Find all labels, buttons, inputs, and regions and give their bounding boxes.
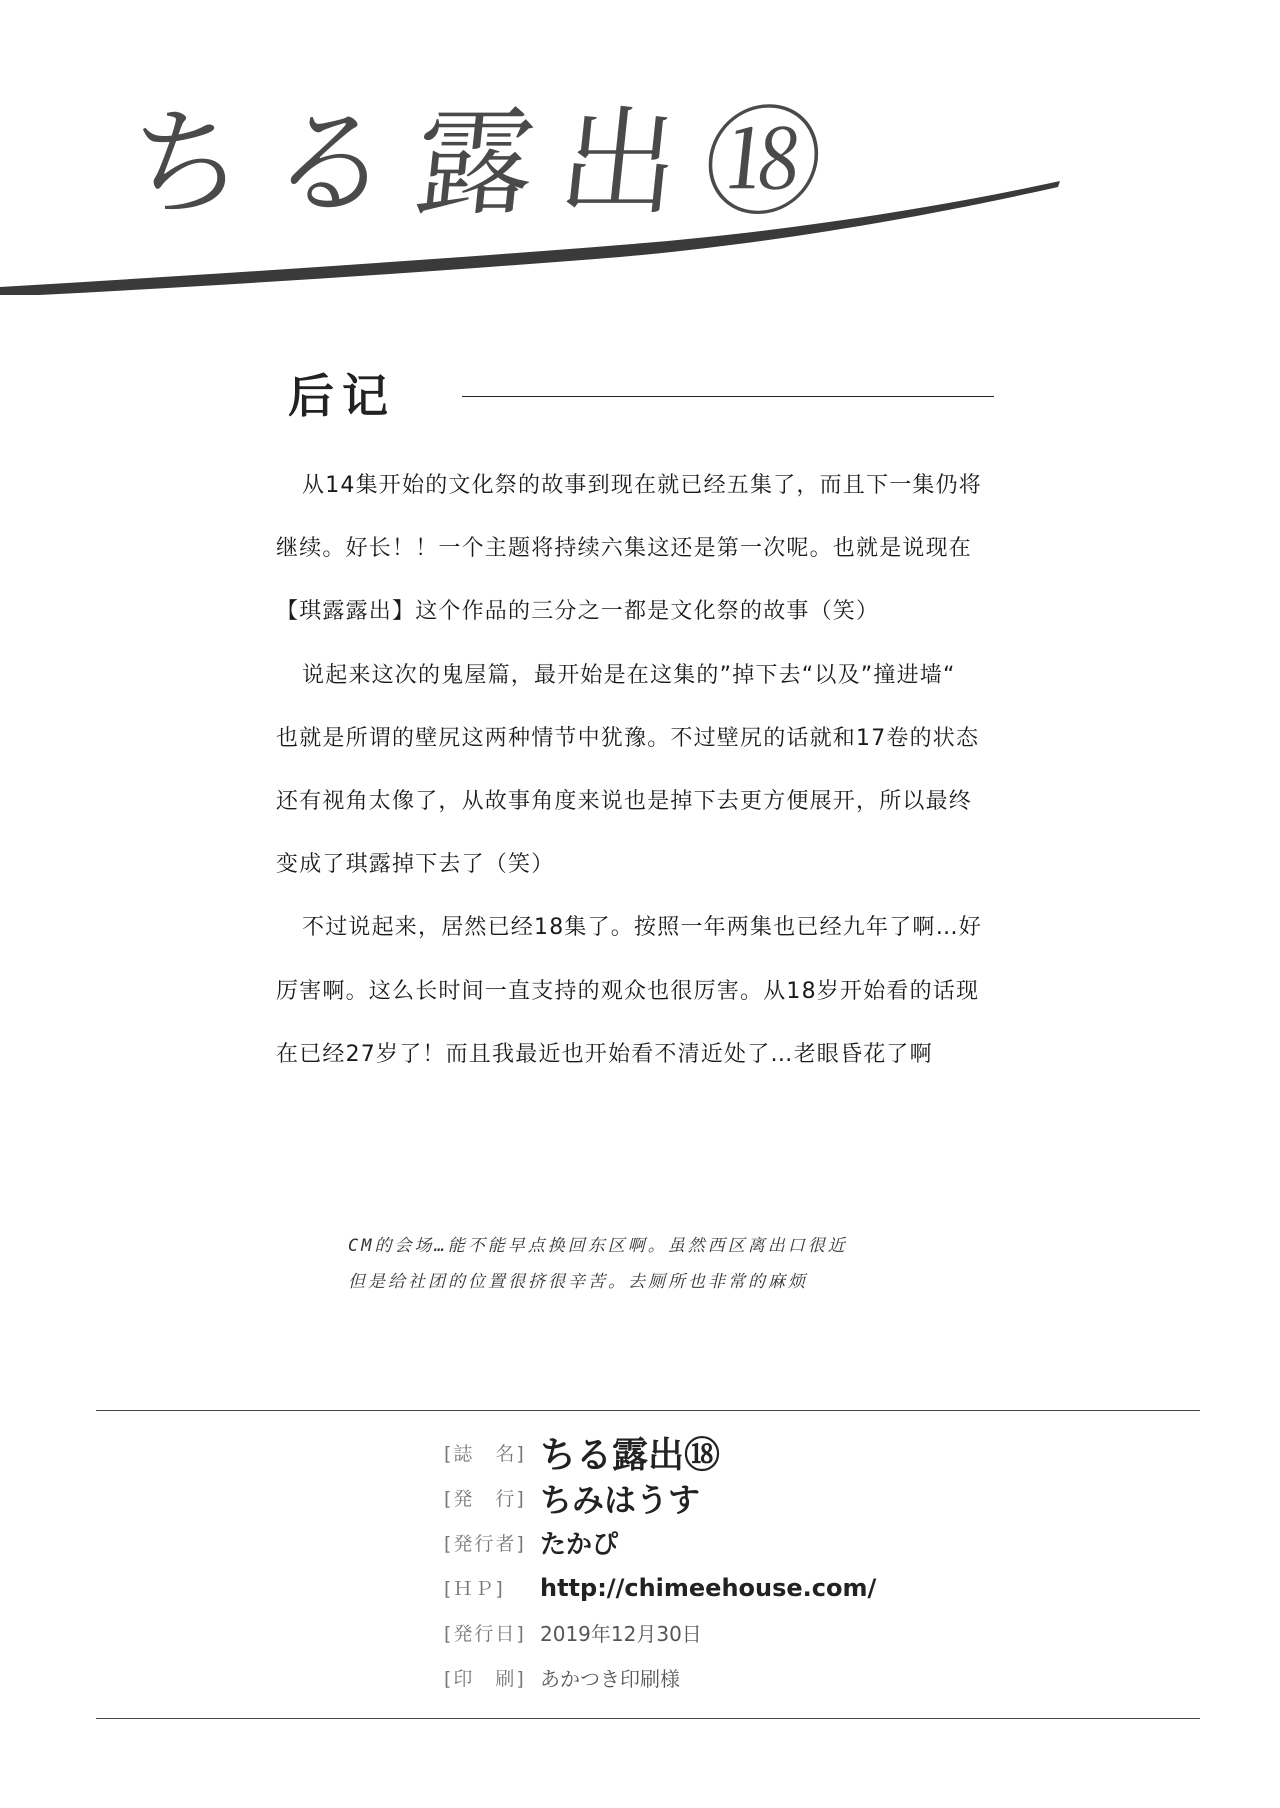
note-line: CM的会场…能不能早点换回东区啊。虽然西区离出口很近 bbox=[348, 1236, 848, 1256]
colophon-top-rule bbox=[96, 1410, 1200, 1411]
afterword-body bbox=[276, 454, 996, 1086]
colophon-row-date bbox=[444, 1610, 1004, 1655]
handwritten-note bbox=[348, 1228, 968, 1300]
colophon-row-title bbox=[444, 1430, 1004, 1475]
colophon-label: [発行日] bbox=[444, 1623, 526, 1645]
afterword-line: 也就是所谓的壁尻这两种情节中犹豫。不过壁尻的话就和17卷的状态 bbox=[276, 725, 980, 751]
homepage-link[interactable]: http://chimeehouse.com/ bbox=[540, 1573, 877, 1602]
afterword-line: 【琪露露出】这个作品的三分之一都是文化祭的故事（笑） bbox=[276, 599, 880, 625]
afterword-line: 还有视角太像了，从故事角度来说也是掉下去更方便展开，所以最终 bbox=[276, 788, 973, 814]
afterword-line: 不过说起来，居然已经18集了。按照一年两集也已经九年了啊…好 bbox=[302, 915, 982, 941]
colophon-label: [誌 名] bbox=[444, 1443, 526, 1465]
colophon-label: [ＨＰ] bbox=[444, 1578, 505, 1600]
colophon-value: あかつき印刷様 bbox=[540, 1667, 680, 1691]
afterword-line: 说起来这次的鬼屋篇，最开始是在这集的”掉下去“以及”撞进墙“ bbox=[302, 662, 956, 688]
colophon-bottom-rule bbox=[96, 1718, 1200, 1719]
colophon-label: [発行者] bbox=[444, 1533, 526, 1555]
colophon-value: ちみはうす bbox=[540, 1480, 701, 1519]
colophon-row-publisher bbox=[444, 1475, 1004, 1520]
afterword-line: 在已经27岁了！而且我最近也开始看不清近处了…老眼昏花了啊 bbox=[276, 1041, 933, 1067]
book-title: ちる露出⑱ bbox=[120, 94, 856, 232]
colophon-value: ちる露出⑱ bbox=[540, 1435, 721, 1476]
colophon-row-homepage bbox=[444, 1565, 1004, 1610]
colophon-value: 2019年12月30日 bbox=[540, 1622, 702, 1646]
afterword-heading: 后记 bbox=[288, 369, 396, 423]
afterword-line: 厉害啊。这么长时间一直支持的观众也很厉害。从18岁开始看的话现 bbox=[276, 978, 980, 1004]
colophon-row-printer bbox=[444, 1655, 1004, 1700]
note-line: 但是给社团的位置很挤很辛苦。去厕所也非常的麻烦 bbox=[348, 1272, 808, 1292]
colophon-value: たかぴ bbox=[540, 1530, 619, 1560]
colophon-label: [発 行] bbox=[444, 1488, 526, 1510]
afterword-line: 继续。好长！！一个主题将持续六集这还是第一次呢。也就是说现在 bbox=[276, 536, 973, 562]
afterword-line: 从14集开始的文化祭的故事到现在就已经五集了，而且下一集仍将 bbox=[302, 473, 982, 498]
brush-stroke-decoration bbox=[0, 175, 1060, 295]
afterword-line: 变成了琪露掉下去了（笑） bbox=[276, 852, 555, 878]
colophon-row-issuer bbox=[444, 1520, 1004, 1565]
colophon-label: [印 刷] bbox=[444, 1668, 526, 1690]
colophon bbox=[444, 1430, 1004, 1700]
heading-divider bbox=[462, 396, 994, 397]
